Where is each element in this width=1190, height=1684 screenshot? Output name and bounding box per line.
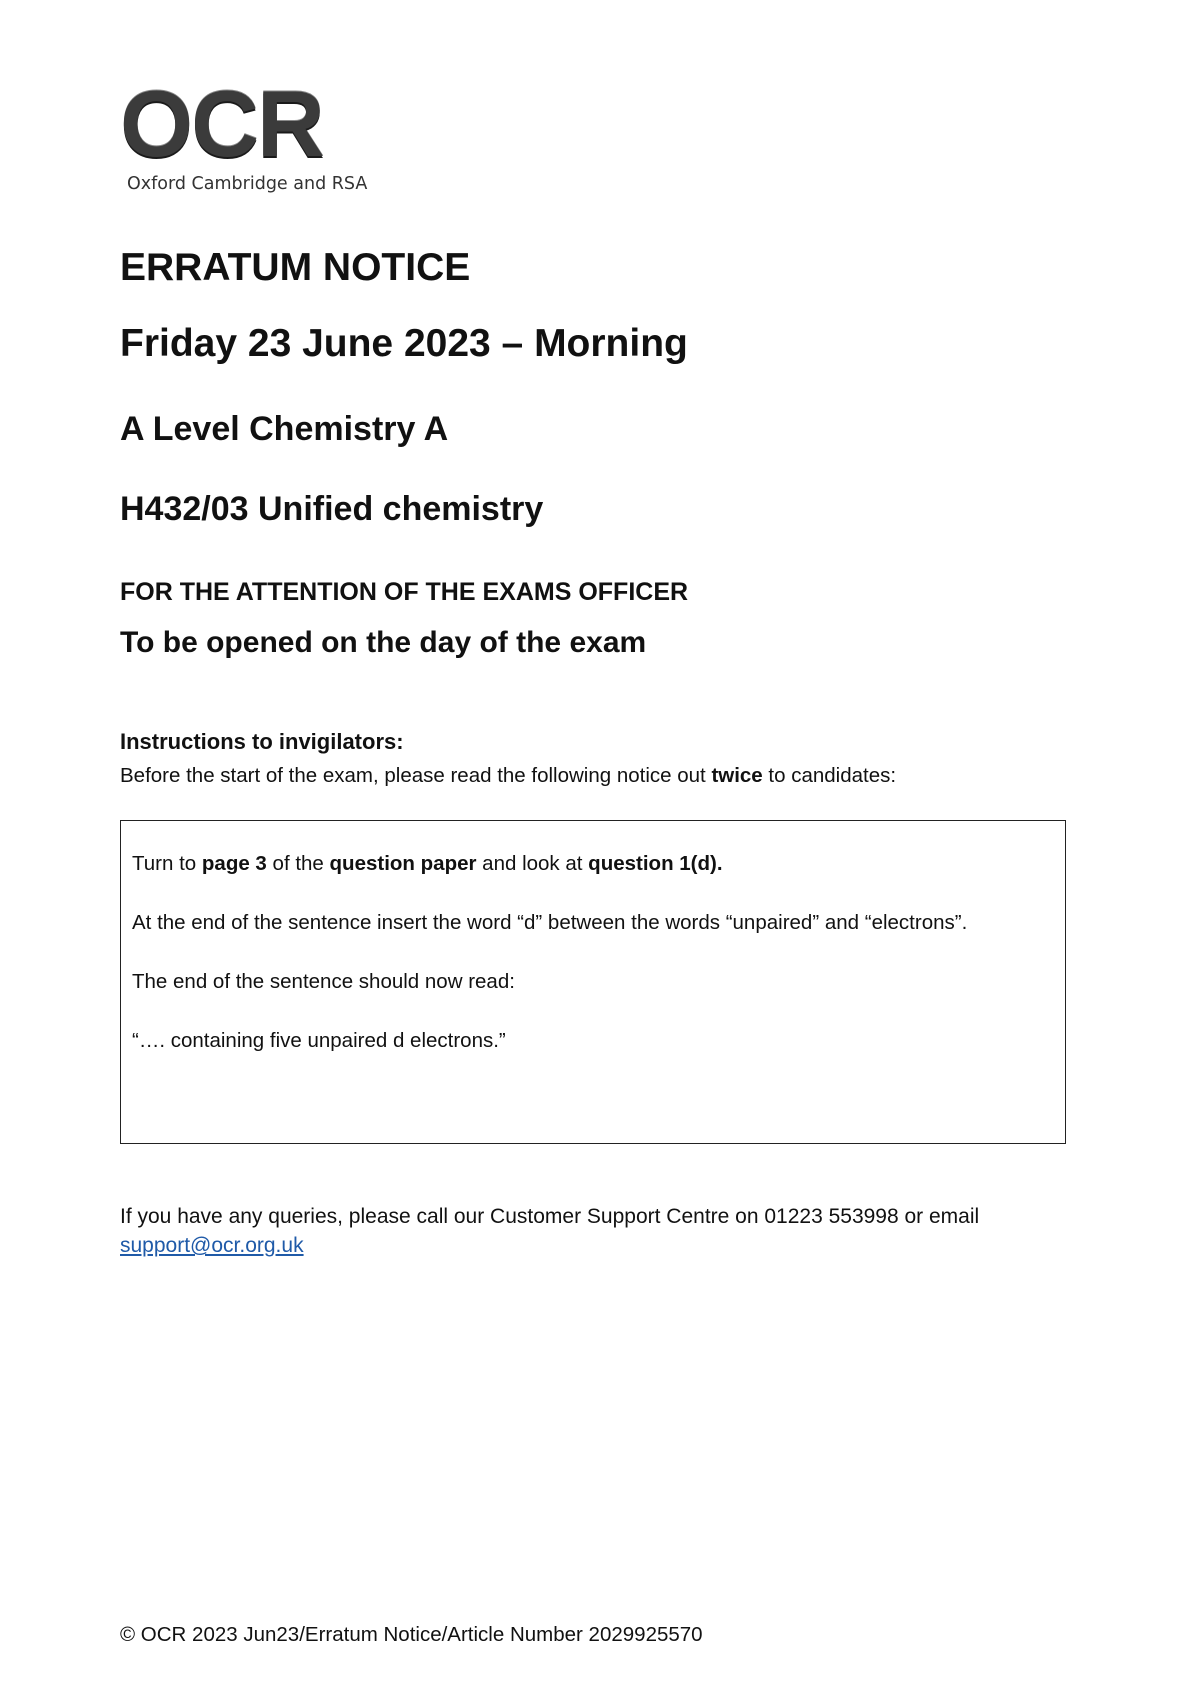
notice-text: and look at: [476, 852, 589, 875]
notice-line-4: “…. containing five unpaired d electrons.”: [132, 1029, 506, 1052]
logo-mark: OCR: [120, 71, 323, 176]
notice-line-2: At the end of the sentence insert the word “d” between the words “unpaired” and “electrons”.: [132, 911, 968, 934]
paper-code: H432/03: [120, 490, 249, 528]
instructions-heading: Instructions to invigilators:: [120, 729, 404, 754]
contact-text: If you have any queries, please call our Customer Support Centre on 01223 553998 or email: [120, 1205, 980, 1228]
notice-box: [120, 820, 1066, 1144]
page-title: ERRATUM NOTICE: [120, 246, 471, 289]
notice-line-3: The end of the sentence should now read:: [132, 970, 515, 993]
exam-date: Friday 23 June 2023 – Morning: [120, 322, 688, 365]
instructions-text: [120, 764, 896, 788]
notice-emphasis: question 1(d).: [588, 852, 723, 875]
instructions-text-part: Before the start of the exam, please read the following notice out: [120, 764, 712, 787]
notice-emphasis: question paper: [329, 852, 477, 875]
paper-name: Unified chemistry: [258, 490, 544, 528]
opening-instruction: To be opened on the day of the exam: [120, 626, 647, 659]
instructions-text-part: to candidates:: [762, 764, 897, 787]
contact-info: [120, 1202, 979, 1260]
attention-notice: FOR THE ATTENTION OF THE EXAMS OFFICER: [120, 578, 689, 606]
notice-emphasis: page 3: [201, 852, 267, 875]
paper-code-line: [120, 490, 543, 529]
exam-subject: A Level Chemistry A: [120, 410, 449, 448]
notice-text: Turn to: [132, 852, 202, 875]
ocr-logo: [120, 71, 380, 194]
footer: © OCR 2023 Jun23/Erratum Notice/Article Number 2029925570: [120, 1623, 703, 1646]
notice-text: of the: [266, 852, 330, 875]
instructions-text-emphasis: twice: [711, 764, 763, 787]
notice-line-1: [132, 851, 1054, 877]
support-email-link[interactable]: support@ocr.org.uk: [120, 1234, 304, 1257]
logo-subtitle: Oxford Cambridge and RSA: [127, 174, 368, 194]
